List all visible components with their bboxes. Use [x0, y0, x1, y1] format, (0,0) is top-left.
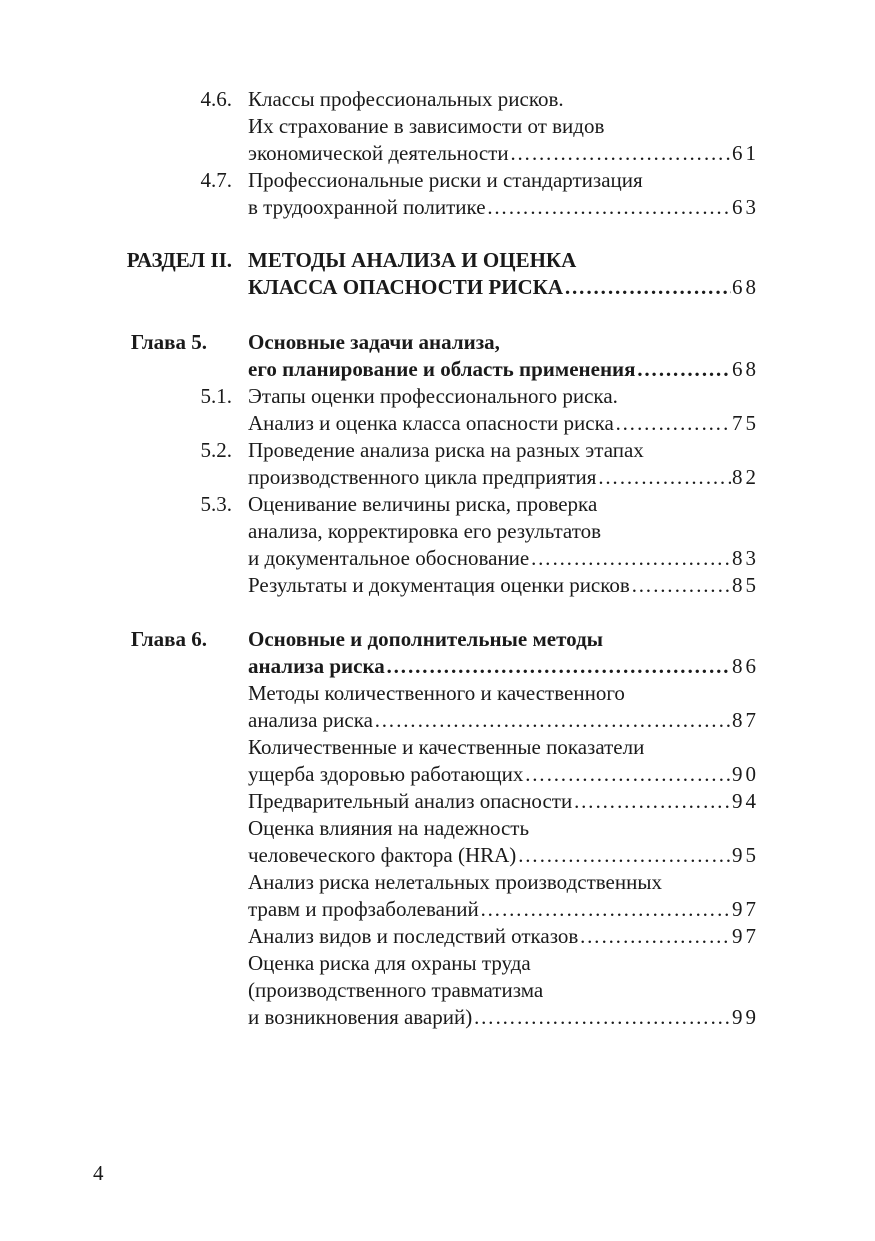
page-number: 97	[732, 924, 759, 948]
entry-title-line: анализа риска	[248, 708, 373, 732]
entry-title-line: Проведение анализа риска на разных этапах	[248, 438, 644, 462]
page-number: 82	[732, 465, 759, 489]
entry-title-line: Методы количественного и качественного	[248, 681, 625, 705]
dot-leader	[510, 140, 731, 167]
entry-number: 4.7.	[200, 168, 232, 192]
entry-title-line: Этапы оценки профессионального риска.	[248, 384, 618, 408]
entry-title-line: Результаты и документация оценки рисков	[248, 573, 630, 597]
dot-leader	[374, 707, 731, 734]
dot-leader	[573, 788, 731, 815]
page-number: 63	[732, 195, 759, 219]
entry-title-line: Классы профессиональных рисков.	[248, 87, 564, 111]
section-number: РАЗДЕЛ II.	[126, 248, 232, 272]
entry-title-line: Оценка риска для охраны труда	[248, 951, 531, 975]
dot-leader	[530, 545, 731, 572]
entry-number: 5.2.	[200, 438, 232, 462]
dot-leader	[615, 410, 731, 437]
chapter-title-line: анализа риска	[248, 654, 385, 678]
entry-title-line: в трудоохранной политике	[248, 195, 486, 219]
dot-leader	[480, 896, 731, 923]
page-number: 75	[732, 411, 759, 435]
page-number: 61	[732, 141, 759, 165]
entry-title-line: Оценка влияния на надежность	[248, 816, 530, 840]
dot-leader	[631, 572, 731, 599]
entry-title-line: и документальное обоснование	[248, 546, 530, 570]
entry-number: 5.3.	[200, 492, 232, 516]
entry-title-line: Их страхование в зависимости от видов	[248, 114, 605, 138]
entry-title-line: ущерба здоровью работающих	[248, 762, 524, 786]
entry-title-line: производственного цикла предприятия	[248, 465, 597, 489]
dot-leader	[473, 1004, 731, 1031]
entry-title-line: травм и профзаболеваний	[248, 897, 479, 921]
page-number: 99	[732, 1005, 759, 1029]
entry-title-line: экономической деятельности	[248, 141, 509, 165]
chapter-title-line: Основные и дополнительные методы	[248, 627, 604, 651]
dot-leader	[524, 761, 731, 788]
chapter-number: Глава 6.	[130, 627, 207, 651]
entry-title-line: Анализ и оценка класса опасности риска	[248, 411, 614, 435]
entry-title-line: Количественные и качественные показатели	[248, 735, 645, 759]
chapter-number: Глава 5.	[130, 330, 207, 354]
dot-leader	[579, 923, 731, 950]
page-number: 83	[732, 546, 759, 570]
entry-title-line: Профессиональные риски и стандартизация	[248, 168, 643, 192]
page-number: 85	[732, 573, 759, 597]
footer-page-number: 4	[93, 1161, 104, 1185]
page-number: 68	[732, 357, 759, 381]
page-number: 86	[732, 654, 759, 678]
chapter-title-line: Основные задачи анализа,	[248, 330, 500, 354]
section-title-line: МЕТОДЫ АНАЛИЗА И ОЦЕНКА	[248, 248, 577, 272]
dot-leader	[564, 274, 731, 301]
page-number: 87	[732, 708, 759, 732]
page-number: 97	[732, 897, 759, 921]
entry-title-line: (производственного травматизма	[248, 978, 544, 1002]
entry-title-line: Предварительный анализ опасности	[248, 789, 573, 813]
entry-title-line: анализа, корректировка его результатов	[248, 519, 602, 543]
entry-title-line: и возникновения аварий)	[248, 1005, 473, 1029]
page-number: 95	[732, 843, 759, 867]
entry-title-line: человеческого фактора (HRA)	[248, 843, 517, 867]
entry-number: 4.6.	[200, 87, 232, 111]
page-number: 94	[732, 789, 759, 813]
page-number: 90	[732, 762, 759, 786]
entry-title-line: Оценивание величины риска, проверка	[248, 492, 598, 516]
dot-leader	[597, 464, 731, 491]
page-number: 68	[732, 275, 759, 299]
dot-leader	[637, 356, 731, 383]
dot-leader	[487, 194, 731, 221]
dot-leader	[517, 842, 731, 869]
entry-title-line: Анализ риска нелетальных производственных	[248, 870, 662, 894]
dot-leader	[386, 653, 731, 680]
section-title-line: КЛАССА ОПАСНОСТИ РИСКА	[248, 275, 564, 299]
entry-title-line: Анализ видов и последствий отказов	[248, 924, 579, 948]
chapter-title-line: его планирование и область применения	[248, 357, 636, 381]
entry-number: 5.1.	[200, 384, 232, 408]
